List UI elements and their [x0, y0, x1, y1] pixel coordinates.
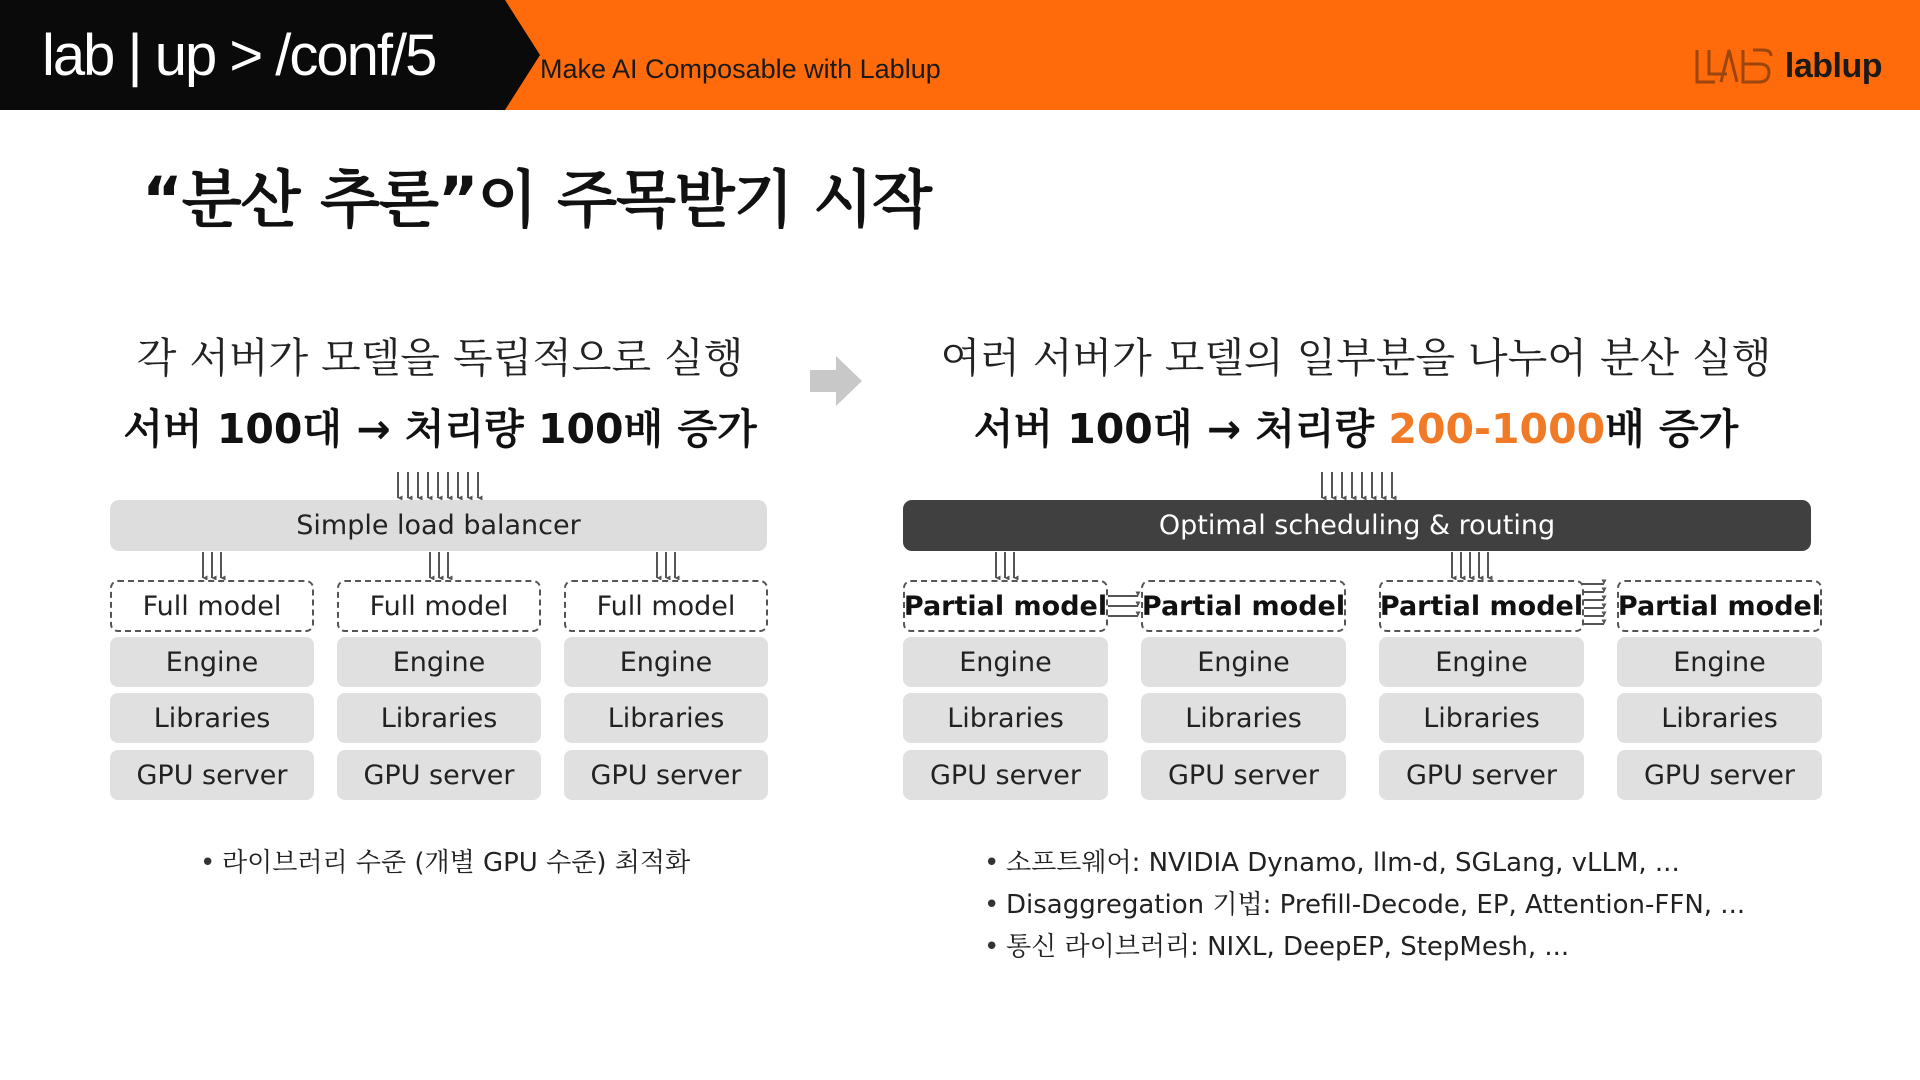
gpu-server-cell: GPU server — [337, 750, 541, 800]
left-bullet-item: • 라이브러리 수준 (개별 GPU 수준) 최적화 — [200, 842, 690, 884]
model-box: Full model — [564, 580, 768, 632]
model-box: Partial model — [1379, 580, 1584, 632]
model-box: Partial model — [903, 580, 1108, 632]
logo-wordmark: lablup — [1784, 46, 1882, 85]
engine-cell: Engine — [1617, 637, 1822, 687]
libraries-cell: Libraries — [1141, 693, 1346, 743]
gpu-server-cell: GPU server — [1379, 750, 1584, 800]
scheduler-to-model-arrows — [996, 552, 1014, 578]
model-box: Partial model — [1141, 580, 1346, 632]
right-headline-prefix: 서버 100대 → 처리량 — [973, 405, 1389, 453]
engine-cell: Engine — [564, 637, 768, 687]
gpu-server-cell: GPU server — [564, 750, 768, 800]
model-box: Full model — [110, 580, 314, 632]
model-transfer-arrows — [1108, 596, 1138, 616]
left-headline-line-1: 각 서버가 모델을 독립적으로 실행 — [136, 334, 744, 382]
gpu-server-cell: GPU server — [110, 750, 314, 800]
right-bullet-item: • Disaggregation 기법: Prefill-Decode, EP, Attention-FFN, ... — [984, 884, 1745, 926]
libraries-cell: Libraries — [903, 693, 1108, 743]
throughput-multiplier: 200-1000 — [1388, 405, 1606, 453]
libraries-cell: Libraries — [337, 693, 541, 743]
engine-cell: Engine — [903, 637, 1108, 687]
incoming-request-arrows — [398, 472, 478, 498]
right-bullet-item: • 통신 라이브러리: NIXL, DeepEP, StepMesh, ... — [984, 926, 1745, 968]
conference-brand: lab | up > /conf/5 — [42, 23, 436, 88]
scheduler-to-model-arrows — [1452, 552, 1488, 578]
libraries-cell: Libraries — [110, 693, 314, 743]
scheduler-bar: Optimal scheduling & routing — [903, 500, 1811, 551]
gpu-server-cell: GPU server — [903, 750, 1108, 800]
left-bullet-list — [200, 842, 690, 884]
right-headline-suffix: 배 증가 — [1605, 405, 1739, 453]
slide-title: “분산 추론”이 주목받기 시작 — [142, 163, 932, 236]
engine-cell: Engine — [110, 637, 314, 687]
left-headline-line-2: 서버 100대 → 처리량 100배 증가 — [123, 405, 757, 453]
right-headline-line-1: 여러 서버가 모델의 일부분을 나누어 분산 실행 — [940, 334, 1772, 382]
libraries-cell: Libraries — [1617, 693, 1822, 743]
gpu-server-cell: GPU server — [1617, 750, 1822, 800]
load-balancer-bar: Simple load balancer — [110, 500, 767, 551]
balancer-to-model-arrows — [430, 552, 448, 578]
libraries-cell: Libraries — [1379, 693, 1584, 743]
engine-cell: Engine — [337, 637, 541, 687]
model-box: Full model — [337, 580, 541, 632]
engine-cell: Engine — [1141, 637, 1346, 687]
engine-cell: Engine — [1379, 637, 1584, 687]
header-tagline: Make AI Composable with Lablup — [540, 54, 941, 84]
libraries-cell: Libraries — [564, 693, 768, 743]
right-bullet-list — [984, 842, 1745, 968]
incoming-request-arrows — [1322, 472, 1392, 498]
right-bullet-item: • 소프트웨어: NVIDIA Dynamo, llm-d, SGLang, vLLM, ... — [984, 842, 1745, 884]
model-box: Partial model — [1617, 580, 1822, 632]
gpu-server-cell: GPU server — [1141, 750, 1346, 800]
balancer-to-model-arrows — [657, 552, 675, 578]
balancer-to-model-arrows — [203, 552, 221, 578]
